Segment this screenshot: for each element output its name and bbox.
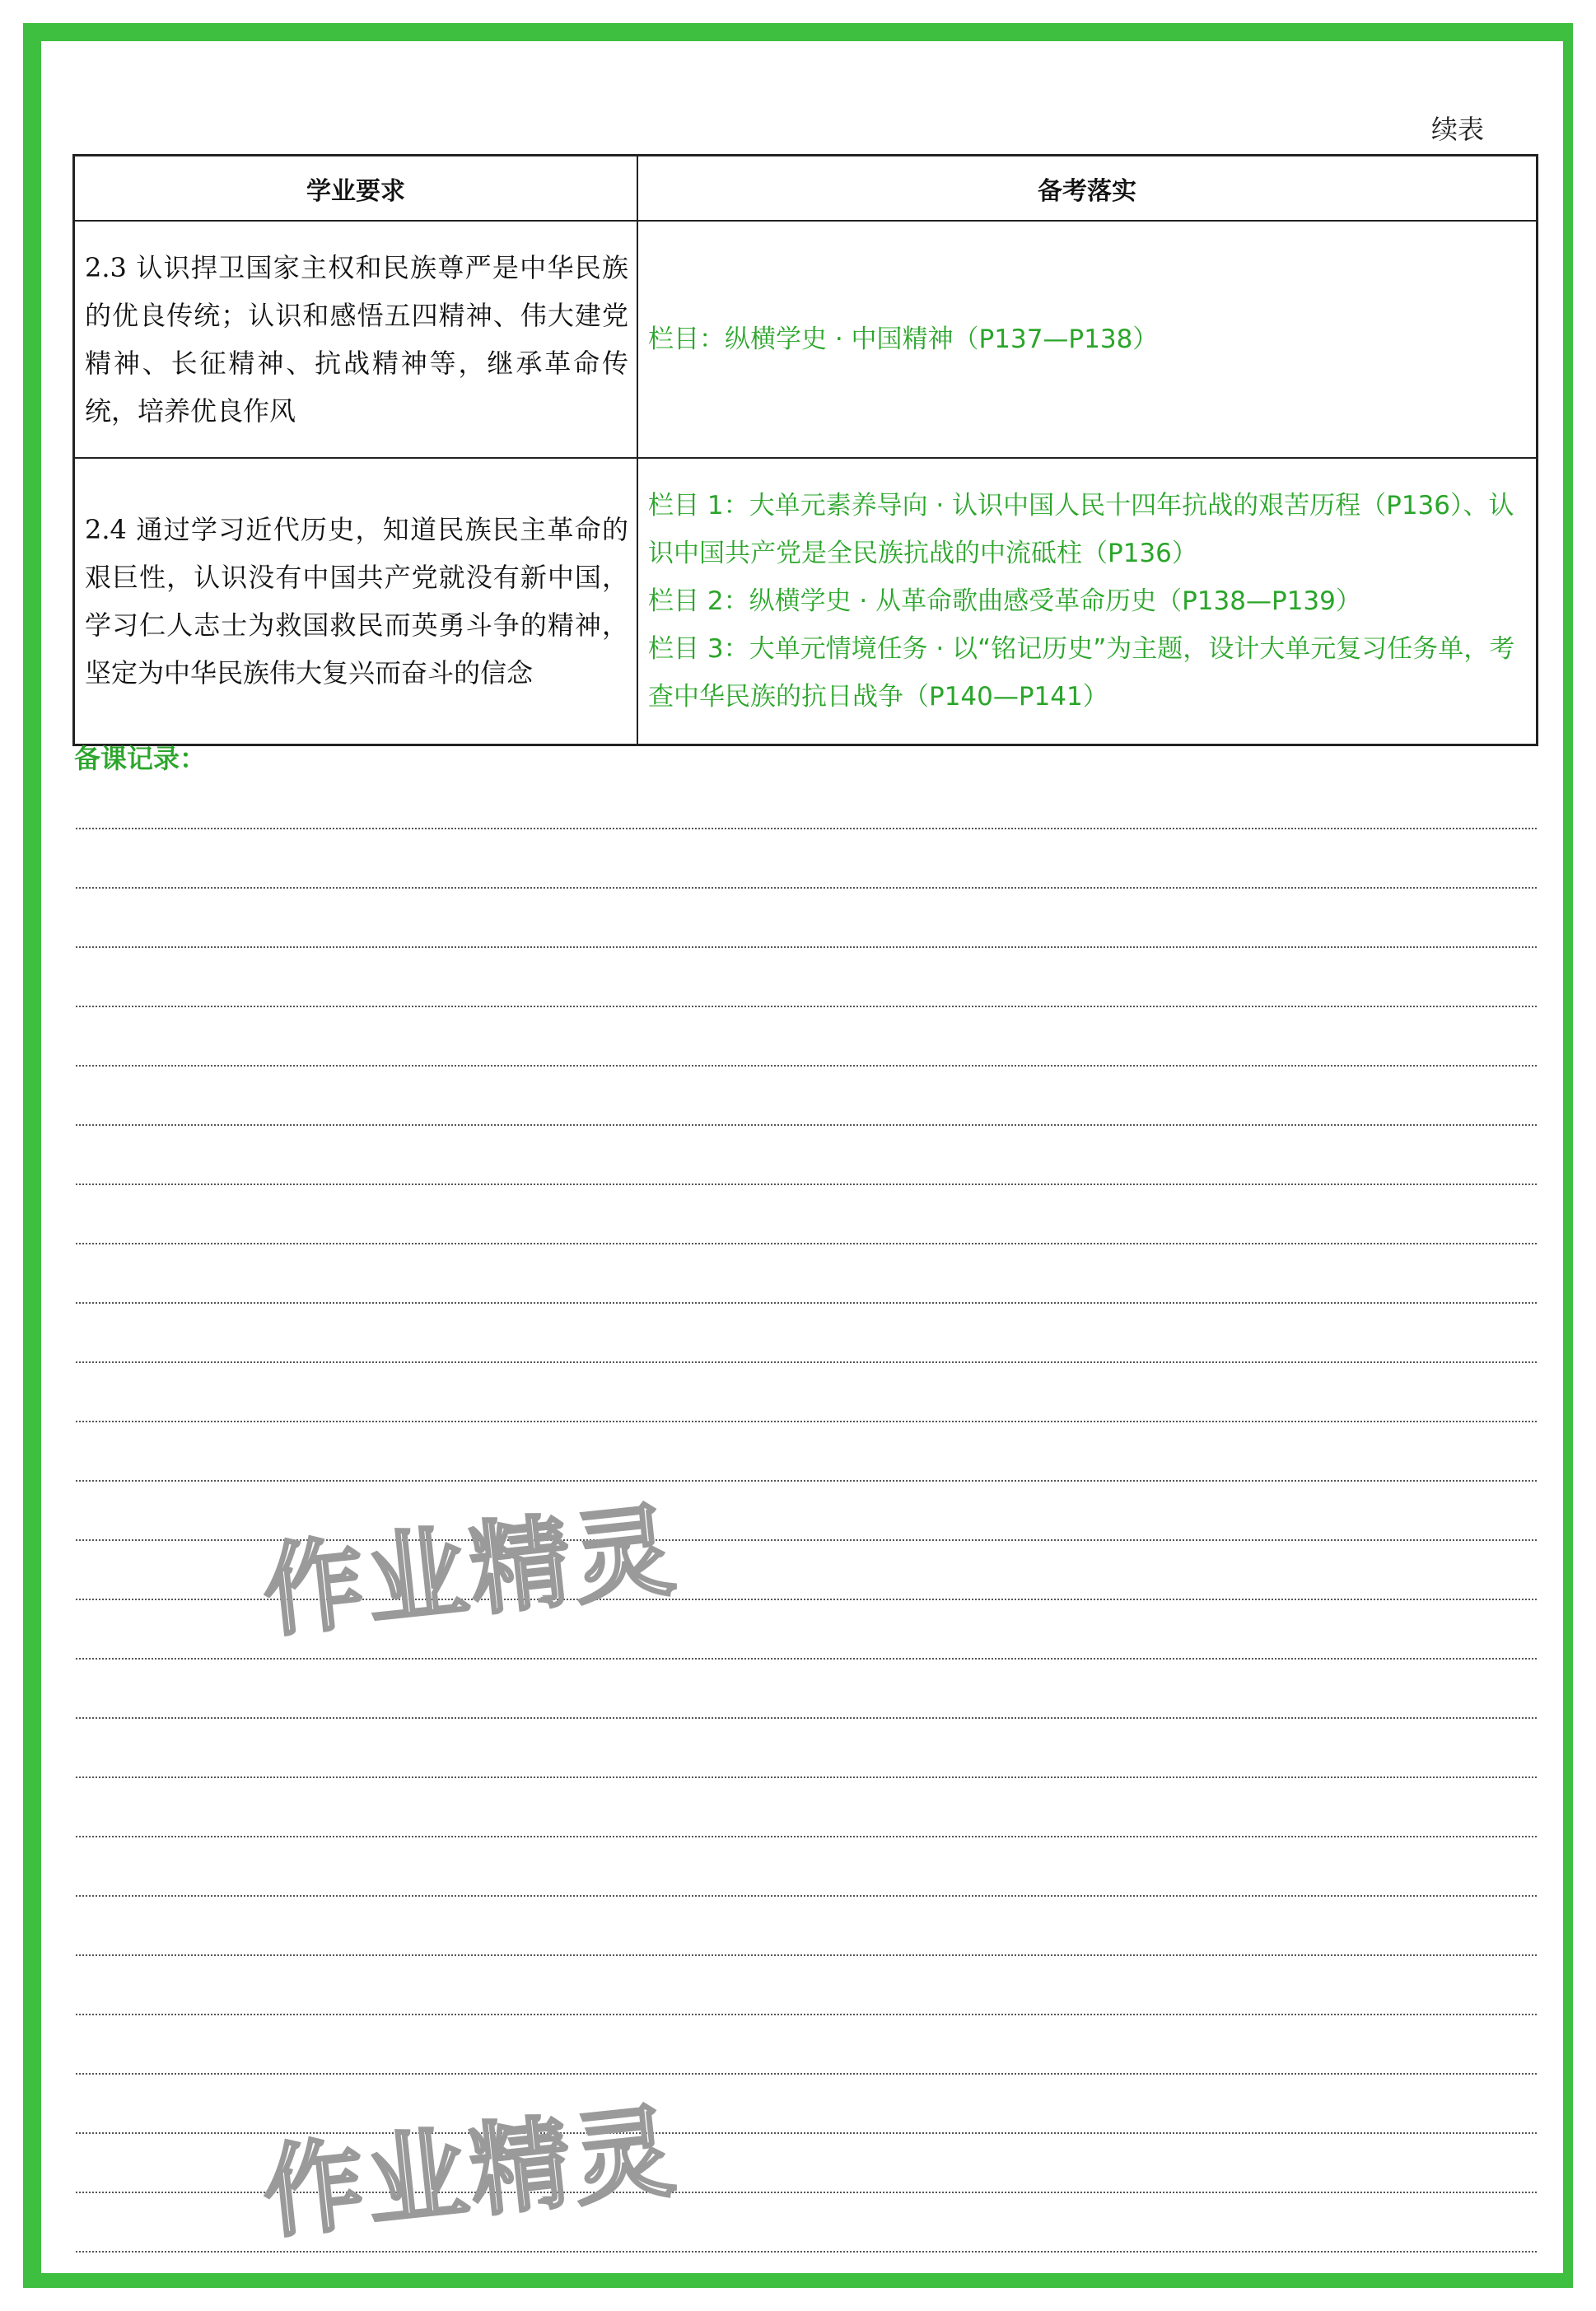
- note-line: [76, 889, 1537, 948]
- note-line: [76, 1126, 1537, 1185]
- note-line: [76, 1304, 1537, 1363]
- table-row: [74, 221, 1538, 458]
- watermark: 作业精灵: [258, 2092, 684, 2253]
- note-line: [76, 1837, 1537, 1897]
- note-line: [76, 2015, 1537, 2075]
- requirement-cell: 2.4 通过学习近代历史，知道民族民主革命的艰巨性，认识没有中国共产党就没有新中国，学习仁人志士为救国救民而英勇斗争的精神，坚定为中华民族伟大复兴而奋斗的信念: [74, 458, 638, 745]
- note-line: [76, 1244, 1537, 1304]
- reference-cell: [637, 221, 1538, 458]
- requirement-cell: 2.3 认识捍卫国家主权和民族尊严是中华民族的优良传统；认识和感悟五四精神、伟大建党精神、长征精神、抗战精神等，继承革命传统，培养优良作风: [74, 221, 638, 458]
- note-line: [76, 829, 1537, 889]
- requirements-table: [72, 154, 1538, 746]
- table-header-row: [74, 156, 1538, 222]
- note-line: [76, 1363, 1537, 1422]
- note-line: [76, 948, 1537, 1007]
- note-line: [76, 1185, 1537, 1244]
- reference-line: 栏目：纵横学史 · 中国精神（P137—P138）: [648, 324, 1159, 354]
- note-line: [76, 1007, 1537, 1067]
- note-line: [76, 1897, 1537, 1956]
- note-line: [76, 1660, 1537, 1719]
- watermark: 作业精灵: [258, 1491, 684, 1651]
- column-header-requirements: 学业要求: [74, 156, 638, 222]
- note-line: [76, 1067, 1537, 1126]
- note-line: [76, 1422, 1537, 1482]
- reference-line: 栏目 1：大单元素养导向 · 认识中国人民十四年抗战的艰苦历程（P136）、认识中国共产党是全民族抗战的中流砥柱（P136）: [648, 491, 1514, 568]
- reference-line: 栏目 3：大单元情境任务 · 以“铭记历史”为主题，设计大单元复习任务单，考查中华民族的抗日战争（P140—P141）: [648, 634, 1515, 712]
- table-row: [74, 458, 1538, 745]
- notes-title: 备课记录：: [74, 743, 207, 774]
- note-line: [76, 1778, 1537, 1837]
- note-line: [76, 770, 1537, 829]
- reference-line: 栏目 2：纵横学史 · 从革命歌曲感受革命历史（P138—P139）: [648, 586, 1361, 616]
- note-line: [76, 1719, 1537, 1778]
- continued-label: 续表: [1430, 114, 1484, 145]
- note-line: [76, 1956, 1537, 2015]
- column-header-implementation: 备考落实: [637, 156, 1538, 222]
- reference-cell: [637, 458, 1538, 745]
